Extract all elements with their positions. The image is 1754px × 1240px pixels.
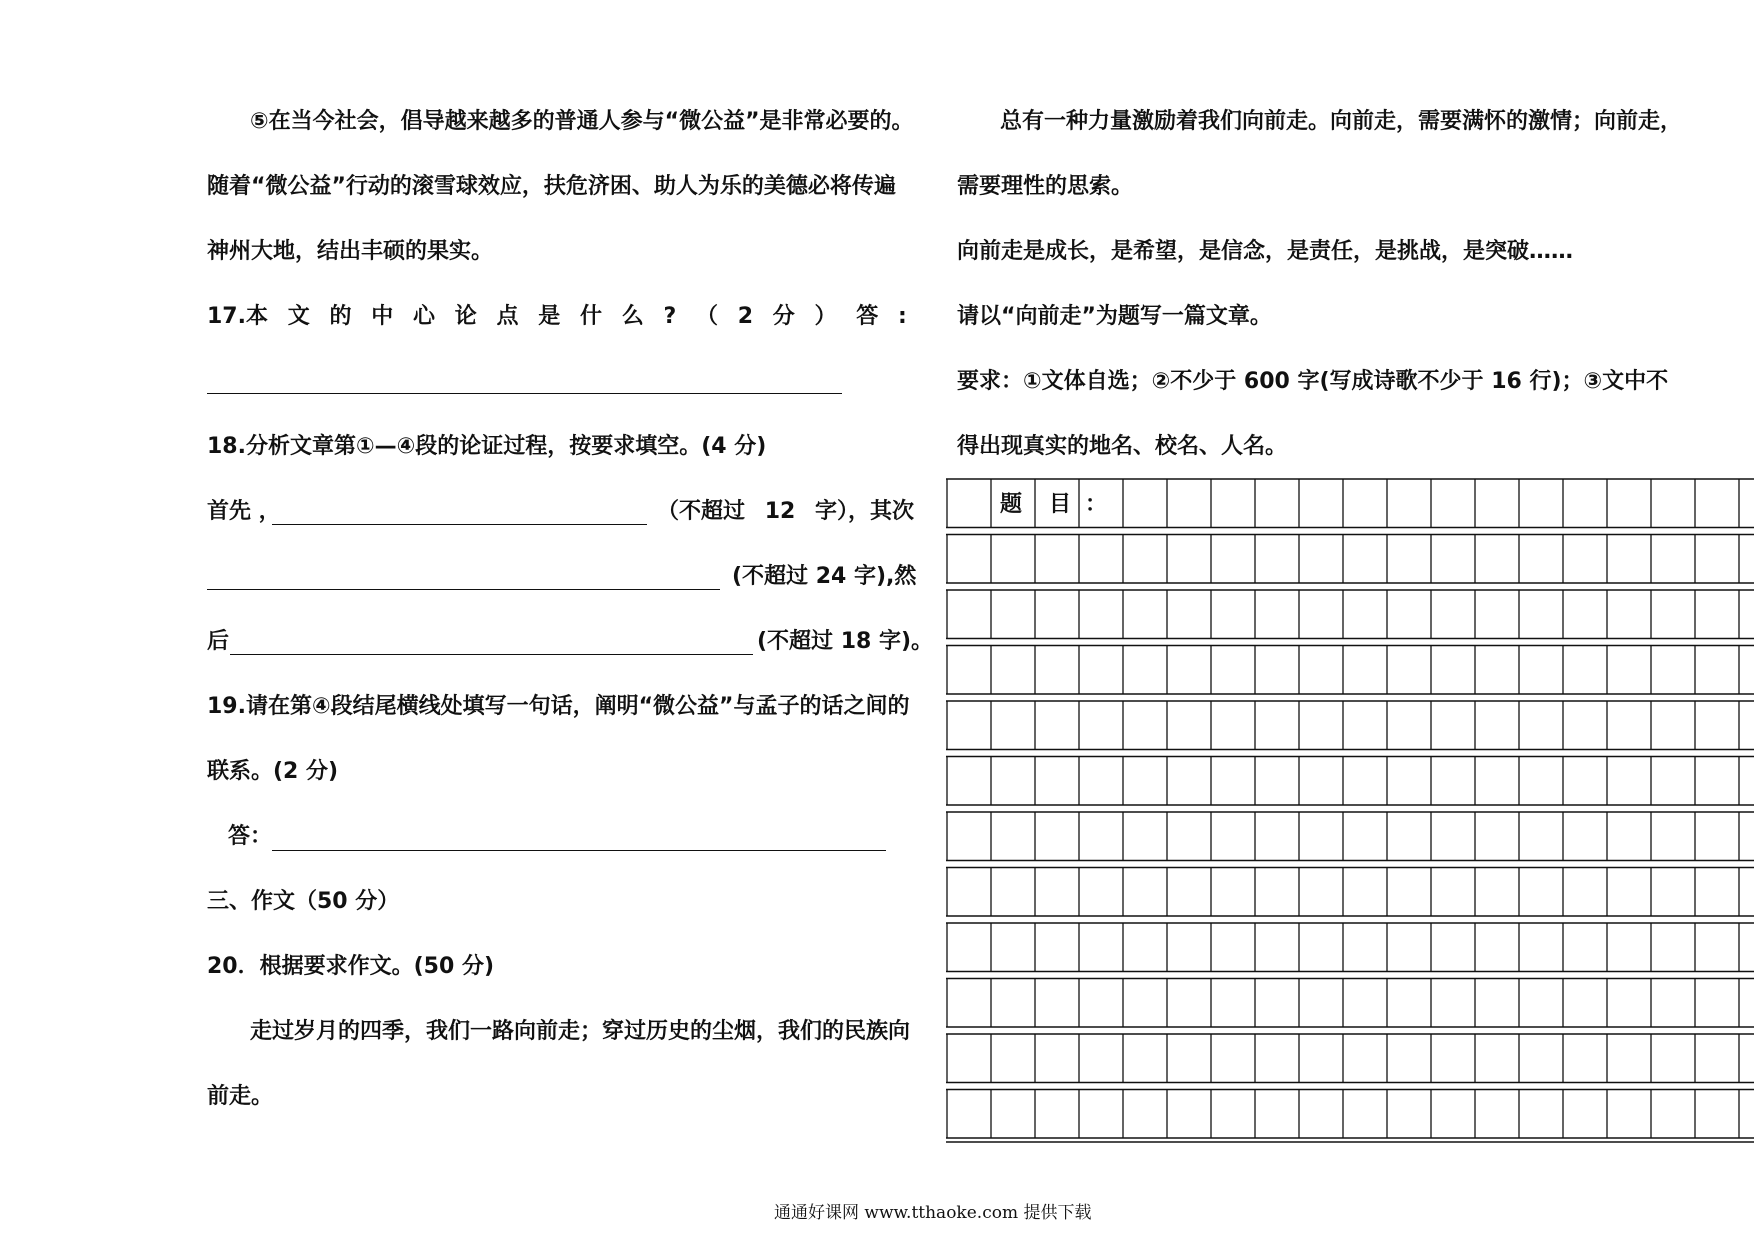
q18-first-blank[interactable]: [272, 524, 647, 525]
para5-line3: 神州大地，结出丰硕的果实。: [207, 239, 494, 264]
para5-line2: 随着“微公益”行动的滚雪球效应，扶危济困、助人为乐的美德必将传遍: [207, 174, 896, 199]
q18-first-hint: [657, 497, 914, 527]
q17-token: 什: [579, 304, 602, 329]
q17-token: 分: [772, 304, 795, 329]
q17-token: （: [695, 304, 718, 329]
q18-hint-token: 字），其次: [814, 499, 914, 524]
q17-token: 文: [287, 304, 310, 329]
essay-prompt-line2: 前走。: [207, 1084, 274, 1109]
q17-token: 答: [856, 304, 879, 329]
q18-title: 18.分析文章第①—④段的论证过程，按要求填空。(4 分): [207, 434, 767, 459]
q17-token: 17.本: [207, 304, 268, 329]
q17-prompt: [207, 302, 907, 332]
q17-token: 2: [737, 304, 754, 329]
requirements-line1: 要求：①文体自选；②不少于 600 字(写成诗歌不少于 16 行)；③文中不: [957, 369, 1669, 394]
right-text-line1: 总有一种力量激励着我们向前走。向前走，需要满怀的激情；向前走，: [1000, 109, 1683, 134]
q17-token: 么: [621, 304, 644, 329]
q18-then-blank[interactable]: [230, 654, 753, 655]
requirements-line2: 得出现真实的地名、校名、人名。: [957, 434, 1288, 459]
grid-title-char: 题: [1000, 492, 1023, 517]
q17-token: 中: [371, 304, 394, 329]
q17-token: 心: [412, 304, 435, 329]
footer-credit: 通通好课网 www.tthaoke.com 提供下载: [774, 1203, 1092, 1223]
q18-then-hint: (不超过 18 字)。: [757, 629, 934, 654]
writing-grid[interactable]: [946, 478, 1754, 1144]
right-text-line3: 向前走是成长，是希望，是信念，是责任，是挑战，是突破……: [957, 239, 1574, 264]
essay-prompt-line1: 走过岁月的四季，我们一路向前走；穿过历史的尘烟，我们的民族向: [250, 1019, 911, 1044]
q20-heading: 20．根据要求作文。(50 分): [207, 954, 494, 979]
q17-token: ）: [814, 304, 837, 329]
q18-hint-token: （不超过: [657, 499, 746, 524]
right-text-line4: 请以“向前走”为题写一篇文章。: [957, 304, 1272, 329]
q19-line2: 联系。(2 分): [207, 759, 339, 784]
grid-title-char: 目: [1049, 492, 1072, 517]
q19-answer-label: 答：: [228, 824, 273, 849]
q18-second-blank[interactable]: [207, 589, 720, 590]
para5-line1: ⑤在当今社会，倡导越来越多的普通人参与“微公益”是非常必要的。: [250, 109, 914, 134]
q17-token: 点: [496, 304, 519, 329]
right-text-line2: 需要理性的思索。: [957, 174, 1134, 199]
q19-line1: 19.请在第④段结尾横线处填写一句话，阐明“微公益”与孟子的话之间的: [207, 694, 910, 719]
q17-answer-line[interactable]: [207, 393, 842, 394]
q18-then-label: 后: [207, 629, 230, 654]
grid-title-char: ：: [1085, 492, 1108, 517]
q17-token: :: [898, 304, 907, 329]
section3-heading: 三、作文（50 分）: [207, 889, 400, 914]
q18-hint-token: 12: [764, 499, 796, 524]
q19-answer-line[interactable]: [272, 850, 886, 851]
q17-token: 是: [538, 304, 561, 329]
q17-token: 的: [329, 304, 352, 329]
q18-first-label: 首先 ，: [207, 499, 281, 524]
q17-token: 论: [454, 304, 477, 329]
q18-second-hint: (不超过 24 字),然: [732, 564, 917, 589]
q17-token: ?: [663, 304, 677, 329]
